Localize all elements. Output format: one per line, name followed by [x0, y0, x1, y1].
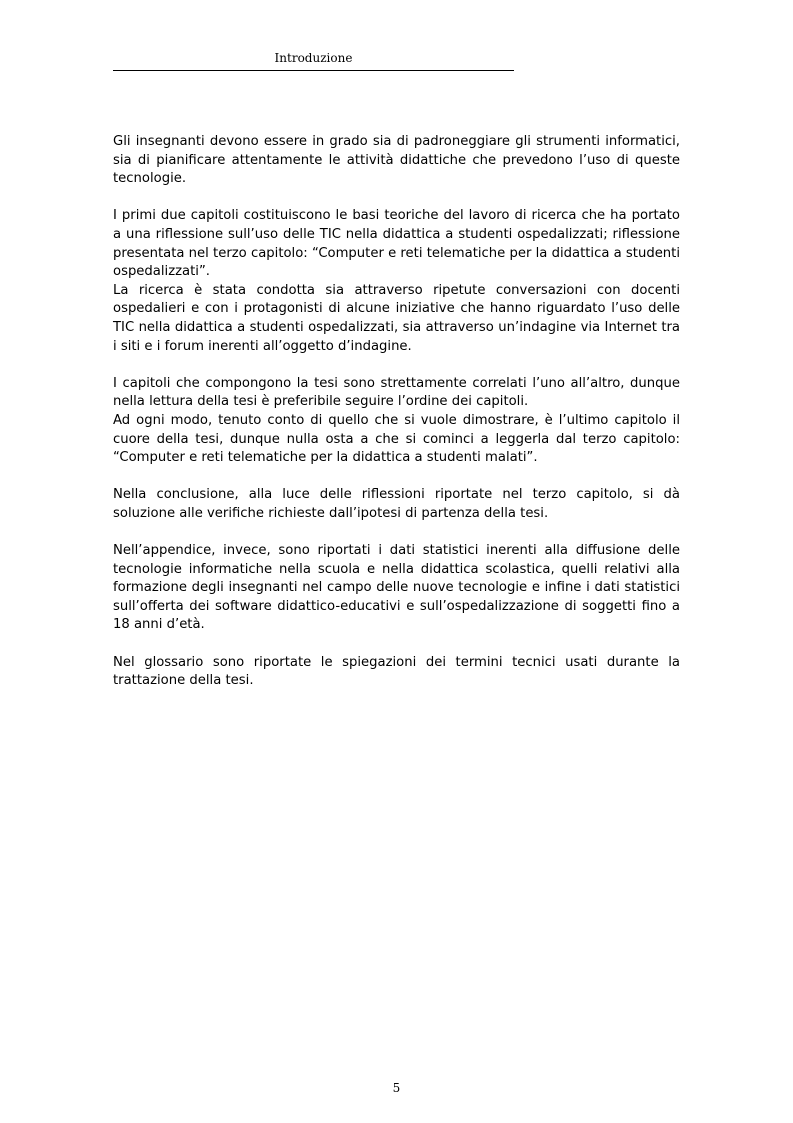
paragraph-text: I primi due capitoli costituiscono le basi teoriche del lavoro di ricerca che ha portato a una riflessione sull’uso delle TIC nella didattica a studenti ospedalizzati; riflessione presentata nel terzo capitolo: “Computer e reti telematiche per la didattica a studenti ospedalizzati”. — [113, 208, 680, 280]
paragraph-text: I capitoli che compongono la tesi sono strettamente correlati l’uno all’altro, dunque nella lettura della tesi è preferibile seguire l’ordine dei capitoli. — [113, 375, 680, 410]
paragraph-text: Nella conclusione, alla luce delle riflessioni riportate nel terzo capitolo, si dà soluzione alle verifiche richieste dall’ipotesi di partenza della tesi. — [113, 487, 680, 521]
paragraph-glossary — [113, 654, 680, 691]
page-number-text: 5 — [392, 1081, 401, 1095]
paragraph-text: Nel glossario sono riportate le spiegazioni dei termini tecnici usati durante la trattazione della tesi. — [113, 654, 680, 689]
paragraph-appendix — [113, 542, 680, 635]
paragraph-text: Nell’appendice, invece, sono riportati i dati statistici inerenti alla diffusione delle tecnologie informatiche nella scuola e nella didattica scolastica, quelli relativi alla formazione degli insegnanti nel campo delle nuove tecnologie e infine i dati statistici sull’offerta dei software didattico-educativi e sull’ospedalizzazione di soggetti fino a 18 anni d’età. — [113, 543, 680, 633]
paragraph-research — [113, 282, 680, 356]
page-header — [113, 50, 514, 71]
paragraph-chapter-order — [113, 375, 680, 412]
paragraph-text: Gli insegnanti devono essere in grado sia di padroneggiare gli strumenti informatici, sia di pianificare attentamente le attività didattiche che prevedono l’uso di queste tecnologie. — [113, 134, 680, 187]
paragraph-teachers — [113, 133, 680, 189]
paragraph-chapters-theory — [113, 207, 680, 281]
page-number — [0, 1081, 793, 1095]
paragraph-text: La ricerca è stata condotta sia attraverso ripetute conversazioni con docenti ospedalieri e con i protagonisti di alcune iniziative che hanno riguardato l’uso delle TIC nella didattica a studenti ospedalizzati, sia attraverso un’indagine via Internet tra i siti e i forum inerenti all’oggetto d’indagine. — [113, 282, 680, 354]
header-title: Introduzione — [274, 51, 353, 65]
document-body — [113, 133, 680, 709]
paragraph-thesis-core — [113, 412, 680, 468]
paragraph-conclusion — [113, 486, 680, 523]
paragraph-text: Ad ogni modo, tenuto conto di quello che si vuole dimostrare, è l’ultimo capitolo il cuore della tesi, dunque nulla osta a che si cominci a leggerla dal terzo capitolo: “Computer e reti telematiche per la didattica a studenti malati”. — [113, 412, 680, 466]
